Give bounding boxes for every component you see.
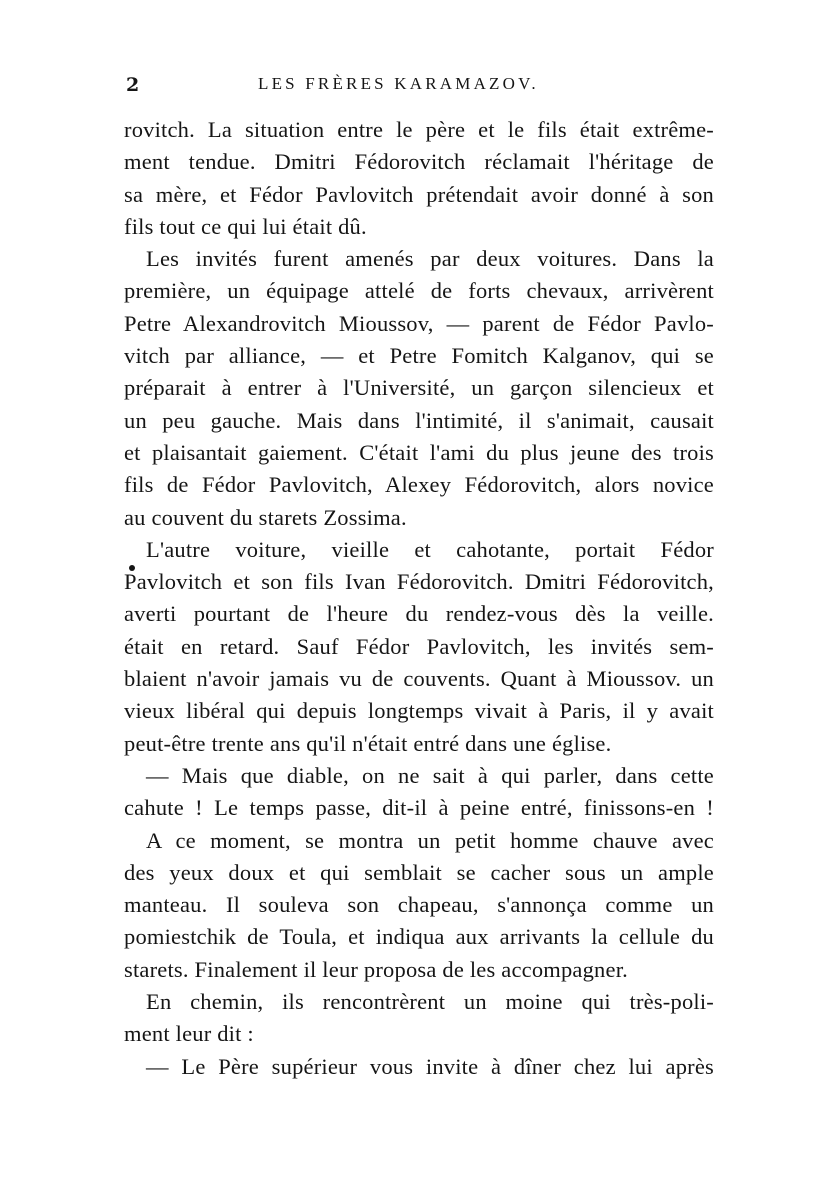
text-line: starets. Finalement il leur proposa de les accompagner. xyxy=(124,956,628,982)
paragraph-start-line: Les invités furent amenés par deux voitures. Dans la xyxy=(146,246,714,272)
text-line: ment leur dit : xyxy=(124,1021,254,1047)
text-line: manteau. Il souleva son chapeau, s'annonça comme un xyxy=(124,892,714,918)
text-line: pomiestchik de Toula, et indiqua aux arrivants la cellule du xyxy=(124,924,714,950)
text-line: blaient n'avoir jamais vu de couvents. Quant à Mioussov. un xyxy=(124,666,714,692)
running-title: LES FRÈRES KARAMAZOV. xyxy=(258,74,539,93)
text-line: cahute ! Le temps passe, dit-il à peine entré, finissons-en ! xyxy=(124,795,714,821)
text-line: préparait à entrer à l'Université, un garçon silencieux et xyxy=(124,375,714,401)
text-line: au couvent du starets Zossima. xyxy=(124,504,407,530)
text-line: ment tendue. Dmitri Fédorovitch réclamait l'héritage de xyxy=(124,149,714,175)
text-line: première, un équipage attelé de forts chevaux, arrivèrent xyxy=(124,278,714,304)
text-line: vieux libéral qui depuis longtemps vivait à Paris, il y avait xyxy=(124,698,714,724)
text-line: vitch par alliance, — et Petre Fomitch Kalganov, qui se xyxy=(124,343,714,369)
text-line: rovitch. La situation entre le père et le fils était extrême- xyxy=(124,117,714,142)
paragraph-start-line: En chemin, ils rencontrèrent un moine qui très-poli- xyxy=(146,989,714,1015)
text-line: fils tout ce qui lui était dû. xyxy=(124,213,367,239)
text-line: et plaisantait gaiement. C'était l'ami du plus jeune des trois xyxy=(124,439,714,465)
page-header xyxy=(126,74,714,102)
page-number: 2 xyxy=(126,74,141,96)
paragraph-start-line: — Mais que diable, on ne sait à qui parler, dans cette xyxy=(146,762,714,788)
text-line: peut-être trente ans qu'il n'était entré dans une église. xyxy=(124,730,612,756)
paragraph-start-line: A ce moment, se montra un petit homme chauve avec xyxy=(146,827,714,853)
text-line: un peu gauche. Mais dans l'intimité, il s'animait, causait xyxy=(124,407,714,433)
text-line: des yeux doux et qui semblait se cacher sous un ample xyxy=(124,859,714,885)
text-line: fils de Fédor Pavlovitch, Alexey Fédorovitch, alors novice xyxy=(124,472,714,498)
paragraph-start-line: — Le Père supérieur vous invite à dîner chez lui après xyxy=(146,1053,714,1079)
text-line: Pavlovitch et son fils Ivan Fédorovitch. Dmitri Fédorovitch, xyxy=(124,569,714,595)
body-text xyxy=(124,114,714,1083)
text-line: averti pourtant de l'heure du rendez-vous dès la veille. xyxy=(124,601,714,627)
text-line: Petre Alexandrovitch Mioussov, — parent de Fédor Pavlo- xyxy=(124,310,714,336)
paragraph-start-line: L'autre voiture, vieille et cahotante, portait Fédor xyxy=(146,536,714,562)
text-line: sa mère, et Fédor Pavlovitch prétendait avoir donné à son xyxy=(124,181,714,207)
text-line: était en retard. Sauf Fédor Pavlovitch, les invités sem- xyxy=(124,633,714,659)
